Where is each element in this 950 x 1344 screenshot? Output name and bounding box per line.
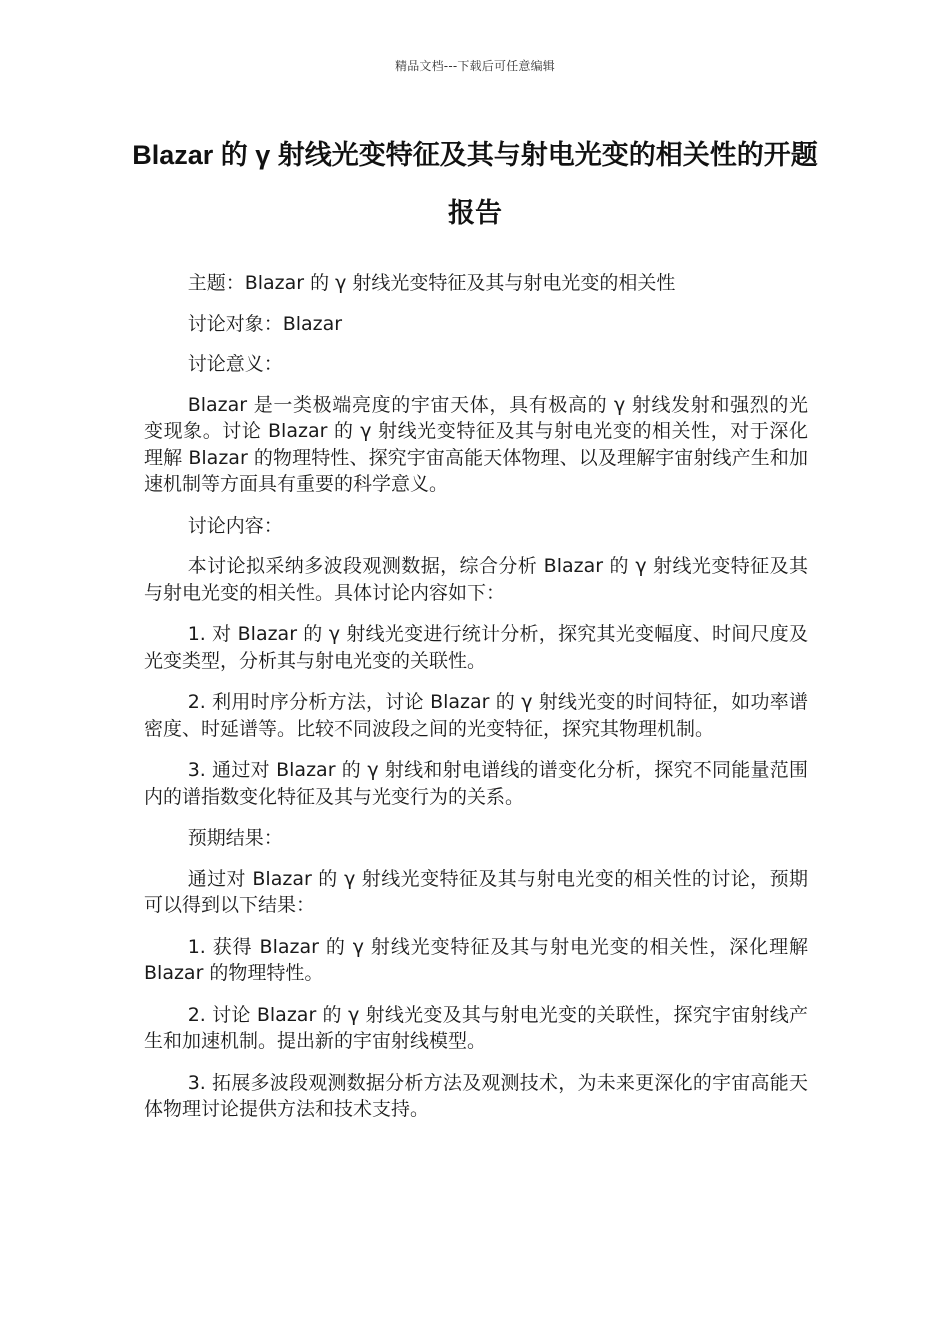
significance-paragraph: Blazar 是一类极端亮度的宇宙天体，具有极高的 γ 射线发射和强烈的光变现象。讨论 Blazar 的 γ 射线光变特征及其与射电光变的相关性，对于深化理解 Blazar 的物理特性、探究宇宙高能天体物理、以及理解宇宙射线产生和加速机制等方面具有重要的科学意义。 (144, 393, 808, 495)
content-item-2: 2. 利用时序分析方法，讨论 Blazar 的 γ 射线光变的时间特征，如功率谱密度、时延谱等。比较不同波段之间的光变特征，探究其物理机制。 (144, 691, 808, 740)
document-title: Blazar 的 γ 射线光变特征及其与射电光变的相关性的开题报告 (132, 140, 818, 228)
results-item-2: 2. 讨论 Blazar 的 γ 射线光变及其与射电光变的关联性，探究宇宙射线产生和加速机制。提出新的宇宙射线模型。 (144, 1003, 808, 1052)
results-heading: 预期结果： (187, 827, 283, 849)
results-item-3: 3. 拓展多波段观测数据分析方法及观测技术，为未来更深化的宇宙高能天体物理讨论提供方法和技术支持。 (144, 1071, 808, 1120)
subject-line: 讨论对象：Blazar (187, 312, 343, 335)
results-intro-paragraph: 通过对 Blazar 的 γ 射线光变特征及其与射电光变的相关性的讨论，预期可以得到以下结果： (144, 867, 808, 916)
content-intro-paragraph: 本讨论拟采纳多波段观测数据，综合分析 Blazar 的 γ 射线光变特征及其与射电光变的相关性。具体讨论内容如下： (144, 555, 808, 604)
document-body (144, 270, 808, 1138)
header-note: 精品文档---下载后可任意编辑 (395, 59, 555, 73)
significance-heading: 讨论意义： (187, 353, 283, 375)
content-item-3: 3. 通过对 Blazar 的 γ 射线和射电谱线的谱变化分析，探究不同能量范围内的谱指数变化特征及其与光变行为的关系。 (144, 759, 808, 808)
topic-line: 主题：Blazar 的 γ 射线光变特征及其与射电光变的相关性 (187, 272, 676, 294)
content-heading: 讨论内容： (187, 514, 283, 537)
results-item-1: 1. 获得 Blazar 的 γ 射线光变特征及其与射电光变的相关性，深化理解 Blazar 的物理特性。 (144, 935, 808, 984)
content-item-1: 1. 对 Blazar 的 γ 射线光变进行统计分析，探究其光变幅度、时间尺度及光变类型，分析其与射电光变的关联性。 (144, 623, 808, 672)
